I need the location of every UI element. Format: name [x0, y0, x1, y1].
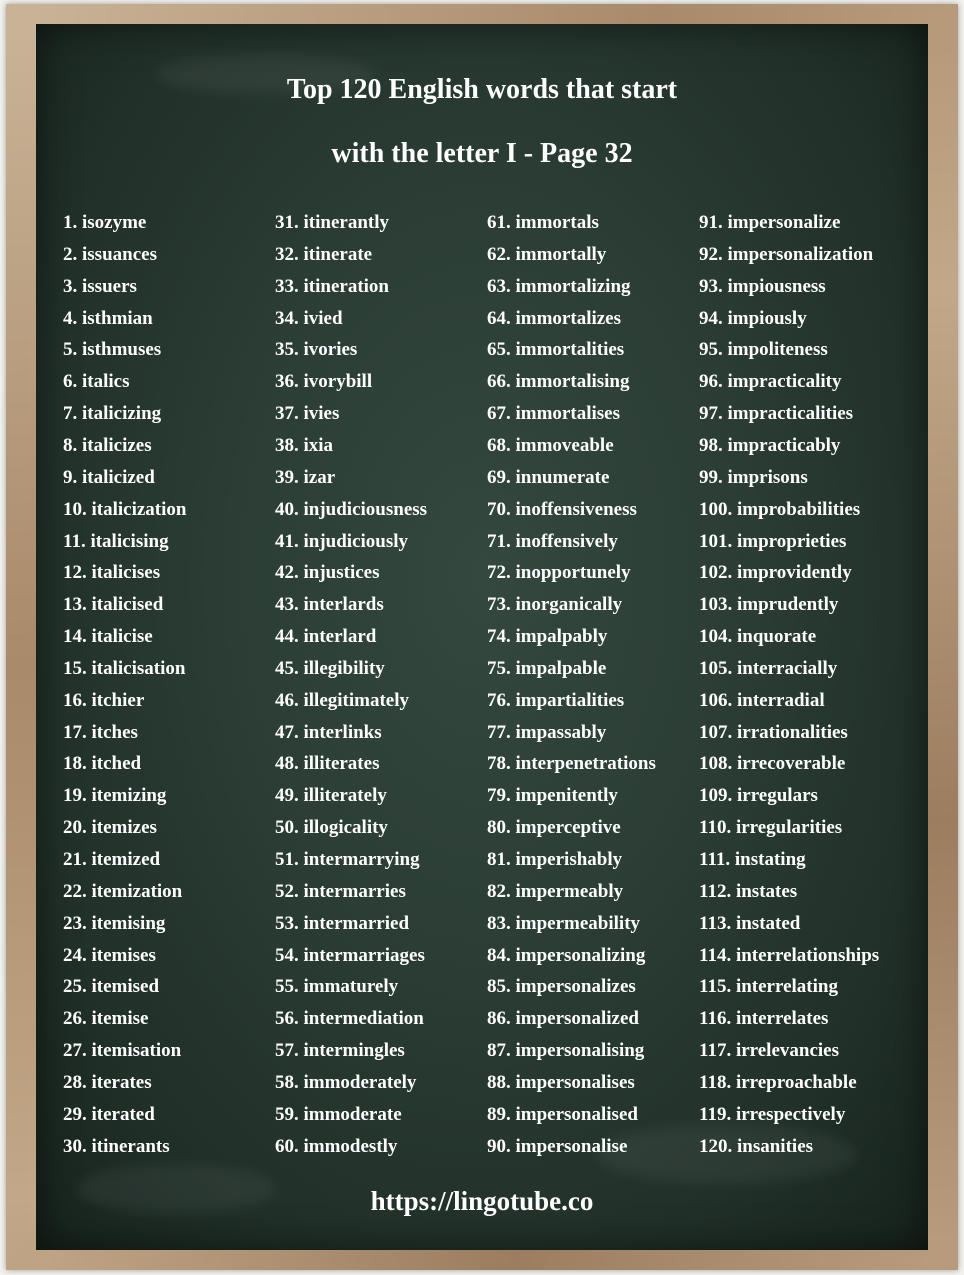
word-item: 27. itemisation	[63, 1040, 182, 1062]
word-item: 101. improprieties	[699, 530, 847, 552]
word-item: 26. itemise	[63, 1008, 149, 1030]
word-item: 17. itches	[63, 721, 138, 743]
word-item: 66. immortalising	[487, 371, 630, 393]
word-item: 9. italicized	[63, 466, 155, 488]
word-item: 78. interpenetrations	[487, 753, 656, 775]
word-item: 12. italicises	[63, 562, 161, 584]
word-item: 59. immoderate	[275, 1103, 402, 1125]
word-item: 52. intermarries	[275, 880, 406, 902]
word-item: 93. impiousness	[699, 275, 826, 297]
word-item: 7. italicizing	[63, 403, 162, 425]
word-item: 8. italicizes	[63, 434, 152, 456]
word-item: 89. impersonalised	[487, 1103, 638, 1125]
word-item: 84. impersonalizing	[487, 944, 646, 966]
word-item: 53. intermarried	[275, 912, 410, 934]
word-item: 71. inoffensively	[487, 530, 618, 552]
word-item: 14. italicise	[63, 626, 153, 648]
word-item: 97. impracticalities	[699, 403, 854, 425]
word-item: 50. illogicality	[275, 817, 388, 839]
word-item: 77. impassably	[487, 721, 607, 743]
word-item: 32. itinerate	[275, 243, 373, 265]
word-item: 54. intermarriages	[275, 944, 425, 966]
word-item: 40. injudiciousness	[275, 498, 428, 520]
word-item: 115. interrelating	[699, 976, 838, 998]
word-item: 75. impalpable	[487, 657, 607, 679]
page-title-line-2: with the letter I - Page 32	[331, 138, 633, 169]
word-item: 104. inquorate	[699, 626, 817, 648]
word-item: 49. illiterately	[275, 785, 387, 807]
word-item: 83. impermeability	[487, 912, 641, 934]
word-item: 58. immoderately	[275, 1071, 417, 1093]
word-item: 3. issuers	[63, 275, 137, 297]
word-item: 114. interrelationships	[699, 944, 880, 966]
word-item: 29. iterated	[63, 1103, 155, 1125]
word-item: 28. iterates	[63, 1071, 152, 1093]
word-item: 22. itemization	[63, 880, 183, 902]
word-item: 62. immortally	[487, 243, 607, 265]
word-item: 86. impersonalized	[487, 1008, 639, 1030]
word-item: 111. instating	[699, 849, 806, 870]
word-item: 51. intermarrying	[275, 849, 420, 870]
word-item: 116. interrelates	[699, 1008, 829, 1030]
word-item: 112. instates	[699, 880, 798, 902]
word-item: 118. irreproachable	[699, 1071, 857, 1093]
word-item: 90. impersonalise	[487, 1135, 628, 1157]
word-item: 85. impersonalizes	[487, 976, 636, 998]
word-item: 25. itemised	[63, 976, 160, 998]
word-item: 20. itemizes	[63, 817, 157, 839]
word-item: 37. ivies	[275, 403, 340, 425]
word-item: 63. immortalizing	[487, 275, 631, 297]
word-item: 21. itemized	[63, 849, 161, 870]
word-item: 33. itineration	[275, 275, 389, 297]
word-item: 98. impracticably	[699, 434, 841, 456]
word-item: 46. illegitimately	[275, 689, 410, 711]
word-item: 39. izar	[275, 466, 336, 488]
word-item: 47. interlinks	[275, 721, 382, 743]
word-item: 82. impermeably	[487, 880, 624, 902]
word-item: 36. ivorybill	[275, 371, 373, 393]
word-item: 79. impenitently	[487, 785, 618, 807]
word-item: 120. insanities	[699, 1135, 814, 1157]
word-item: 87. impersonalising	[487, 1040, 645, 1062]
word-item: 70. inoffensiveness	[487, 498, 637, 520]
word-item: 30. itinerants	[63, 1135, 170, 1157]
word-item: 60. immodestly	[275, 1135, 398, 1157]
chalkboard	[36, 24, 928, 1250]
word-item: 18. itched	[63, 753, 142, 775]
word-item: 100. improbabilities	[699, 498, 861, 520]
word-item: 109. irregulars	[699, 785, 818, 807]
word-item: 19. itemizing	[63, 785, 167, 807]
word-item: 57. intermingles	[275, 1040, 405, 1062]
word-item: 34. ivied	[275, 307, 343, 329]
word-item: 99. imprisons	[699, 466, 808, 488]
word-item: 56. intermediation	[275, 1008, 424, 1030]
word-item: 1. isozyme	[63, 212, 147, 233]
word-item: 88. impersonalises	[487, 1071, 635, 1093]
word-item: 6. italics	[63, 371, 130, 393]
word-item: 42. injustices	[275, 562, 380, 584]
word-item: 41. injudiciously	[275, 530, 409, 552]
word-item: 69. innumerate	[487, 466, 610, 488]
word-item: 61. immortals	[487, 212, 599, 233]
word-item: 95. impoliteness	[699, 339, 828, 361]
word-item: 110. irregularities	[699, 817, 843, 839]
word-item: 103. imprudently	[699, 594, 839, 616]
word-item: 10. italicization	[63, 498, 187, 520]
word-item: 91. impersonalize	[699, 212, 841, 233]
word-item: 13. italicised	[63, 594, 164, 616]
word-item: 102. improvidently	[699, 562, 852, 584]
word-item: 80. imperceptive	[487, 817, 621, 839]
word-item: 92. impersonalization	[699, 243, 874, 265]
word-item: 38. ixia	[275, 434, 334, 456]
word-item: 107. irrationalities	[699, 721, 848, 743]
word-item: 106. interradial	[699, 689, 825, 711]
word-item: 94. impiously	[699, 307, 807, 329]
word-item: 64. immortalizes	[487, 307, 622, 329]
word-item: 96. impracticality	[699, 371, 842, 393]
word-item: 2. issuances	[63, 243, 157, 265]
word-item: 45. illegibility	[275, 657, 385, 679]
word-item: 23. itemising	[63, 912, 166, 934]
word-item: 35. ivories	[275, 339, 358, 361]
word-item: 68. immoveable	[487, 434, 614, 456]
website-url[interactable]: https://lingotube.co	[370, 1186, 594, 1216]
word-item: 76. impartialities	[487, 689, 625, 711]
word-item: 16. itchier	[63, 689, 145, 711]
word-item: 11. italicising	[63, 530, 169, 552]
word-item: 44. interlard	[275, 626, 377, 648]
word-item: 67. immortalises	[487, 403, 620, 425]
word-item: 4. isthmian	[63, 307, 153, 329]
word-item: 55. immaturely	[275, 976, 399, 998]
word-item: 31. itinerantly	[275, 212, 389, 233]
word-item: 117. irrelevancies	[699, 1040, 840, 1062]
word-item: 65. immortalities	[487, 339, 625, 361]
word-item: 73. inorganically	[487, 594, 623, 616]
word-item: 108. irrecoverable	[699, 753, 846, 775]
word-item: 105. interracially	[699, 657, 838, 679]
word-item: 72. inopportunely	[487, 562, 631, 584]
word-item: 24. itemises	[63, 944, 156, 966]
word-item: 74. impalpably	[487, 626, 608, 648]
page-title-line-1: Top 120 English words that start	[286, 74, 678, 105]
word-item: 113. instated	[699, 912, 801, 934]
word-item: 48. illiterates	[275, 753, 380, 775]
word-item: 119. irrespectively	[699, 1103, 846, 1125]
word-item: 43. interlards	[275, 594, 384, 616]
word-item: 81. imperishably	[487, 849, 623, 870]
word-item: 5. isthmuses	[63, 339, 162, 361]
word-item: 15. italicisation	[63, 657, 186, 679]
